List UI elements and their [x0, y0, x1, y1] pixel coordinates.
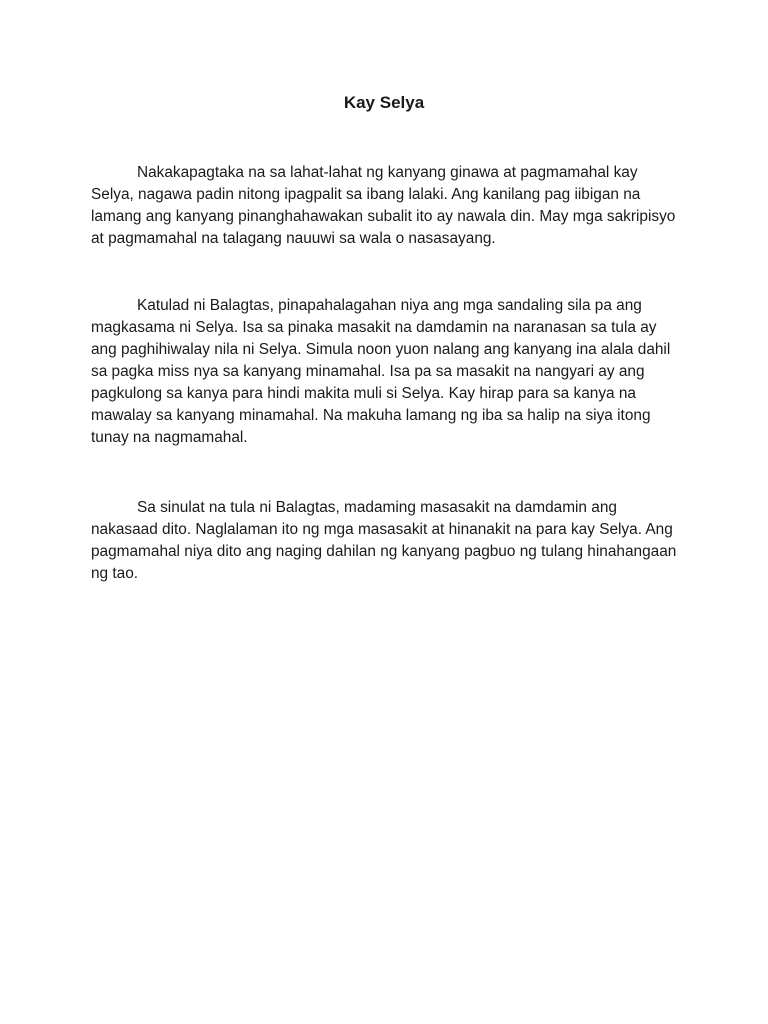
document-title: Kay Selya: [343, 93, 425, 112]
paragraph-1: Nakakapagtaka na sa lahat-lahat ng kanyang ginawa at pagmamahal kay Selya, nagawa padin nitong ipagpalit sa ibang lalaki. Ang kanilang pag iibigan na lamang ang kanyang pinanghahawakan subalit ito ay nawala din. May mga sakripisyo at pagmamahal na talagang nauuwi sa wala o nasasayang.: [91, 164, 676, 247]
paragraph-2: Katulad ni Balagtas, pinapahalagahan niya ang mga sandaling sila pa ang magkasama ni Selya. Isa sa pinaka masakit na damdamin na naranasan sa tula ay ang paghihiwalay nila ni Selya. Simula noon yuon nalang ang kanyang ina alala dahil sa pagka miss nya sa kanyang minamahal. Isa pa sa masakit na nangyari ay ang pagkulong sa kanya para hindi makita muli si Selya. Kay hirap para sa kanya na mawalay sa kanyang minamahal. Na makuha lamang ng iba sa halip na siya itong tunay na nagmamahal.: [91, 297, 671, 446]
paragraph-3: Sa sinulat na tula ni Balagtas, madaming masasakit na damdamin ang nakasaad dito. Naglalaman ito ng mga masasakit at hinanakit na para kay Selya. Ang pagmamahal niya dito ang naging dahilan ng kanyang pagbuo ng tulang hinahangaan ng tao.: [91, 499, 677, 582]
